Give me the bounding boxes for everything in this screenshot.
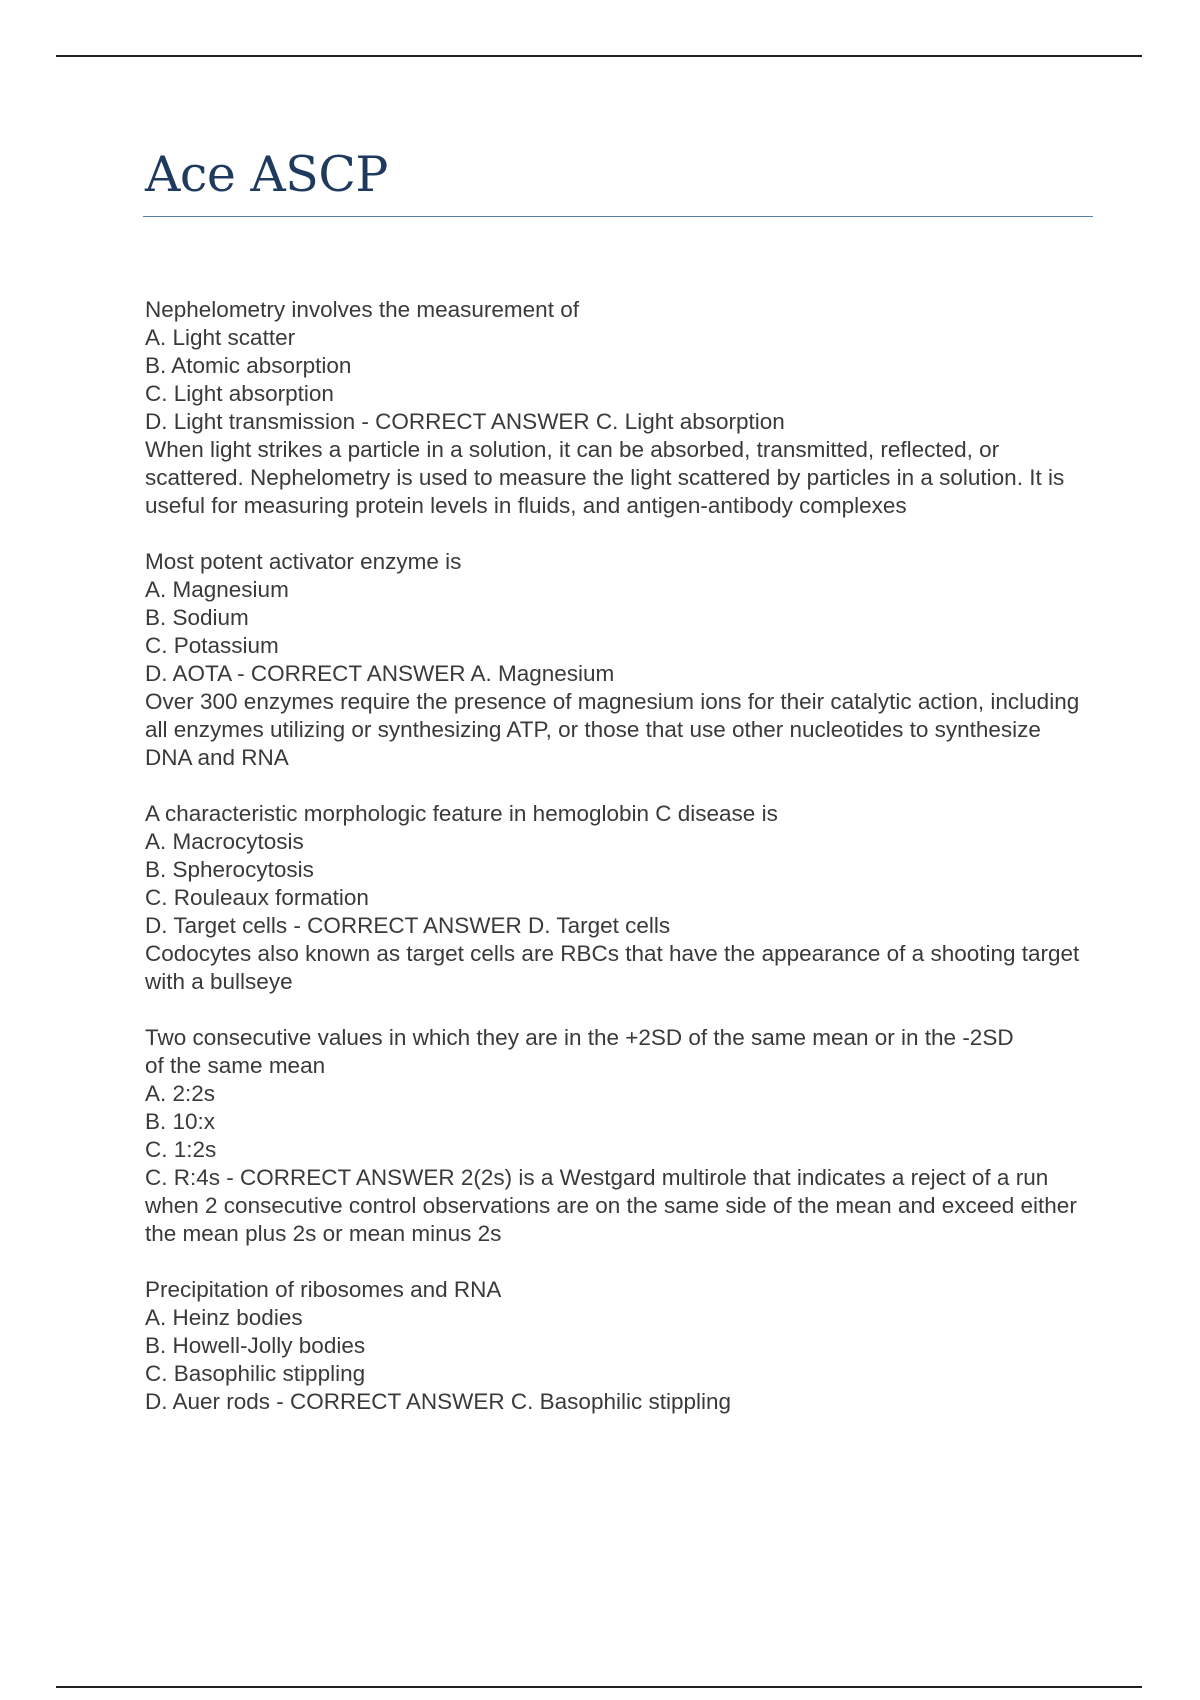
answer-explanation: When light strikes a particle in a solution, it can be absorbed, transmitted, reflected, or scattered. Nephelometry is used to measure the light scattered by particles in a solution. It is useful for measuring protein levels in fluids, and antigen-antibody complexes	[145, 437, 1065, 518]
question-text: Nephelometry involves the measurement of	[145, 297, 579, 322]
title-underline	[143, 216, 1093, 217]
option-b: B. 10:x	[145, 1109, 216, 1134]
question-block	[145, 296, 1095, 520]
option-a: A. 2:2s	[145, 1081, 216, 1106]
option-b: B. Spherocytosis	[145, 857, 314, 882]
question-list	[145, 296, 1095, 1444]
question-text: Most potent activator enzyme is	[145, 549, 462, 574]
question-block	[145, 1276, 1095, 1416]
document-title: Ace ASCP	[145, 146, 388, 203]
option-c: C. Potassium	[145, 633, 279, 658]
option-a: A. Magnesium	[145, 577, 289, 602]
question-block	[145, 1024, 1095, 1248]
answer-explanation: Over 300 enzymes require the presence of magnesium ions for their catalytic action, including all enzymes utilizing or synthesizing ATP, or those that use other nucleotides to synthesize DNA and RNA	[145, 689, 1080, 770]
option-b: B. Atomic absorption	[145, 353, 352, 378]
option-c: C. Light absorption	[145, 381, 334, 406]
option-d-with-answer: D. Auer rods - CORRECT ANSWER C. Basophilic stippling	[145, 1389, 732, 1414]
option-c: C. Rouleaux formation	[145, 885, 369, 910]
option-c: C. 1:2s	[145, 1137, 217, 1162]
option-d-with-answer: D. Light transmission - CORRECT ANSWER C. Light absorption	[145, 409, 785, 434]
option-a: A. Light scatter	[145, 325, 296, 350]
page-bottom-rule	[56, 1686, 1142, 1688]
option-b: B. Howell-Jolly bodies	[145, 1333, 366, 1358]
question-text: Precipitation of ribosomes and RNA	[145, 1277, 502, 1302]
page-top-rule	[56, 55, 1142, 57]
option-a: A. Heinz bodies	[145, 1305, 303, 1330]
option-a: A. Macrocytosis	[145, 829, 304, 854]
question-text-continued: of the same mean	[145, 1053, 326, 1078]
option-d-with-answer: D. Target cells - CORRECT ANSWER D. Target cells	[145, 913, 671, 938]
question-block	[145, 800, 1095, 996]
option-b: B. Sodium	[145, 605, 249, 630]
answer-explanation: Codocytes also known as target cells are RBCs that have the appearance of a shooting target with a bullseye	[145, 941, 1080, 994]
question-block	[145, 548, 1095, 772]
option-c: C. Basophilic stippling	[145, 1361, 366, 1386]
question-text: Two consecutive values in which they are in the +2SD of the same mean or in the -2SD	[145, 1025, 1014, 1050]
question-text: A characteristic morphologic feature in hemoglobin C disease is	[145, 801, 778, 826]
option-d-with-answer: D. AOTA - CORRECT ANSWER A. Magnesium	[145, 661, 615, 686]
option-d-with-answer-explanation: C. R:4s - CORRECT ANSWER 2(2s) is a Westgard multirole that indicates a reject of a run when 2 consecutive control observations are on the same side of the mean and exceed either the mean plus 2s or mean minus 2s	[145, 1165, 1077, 1246]
